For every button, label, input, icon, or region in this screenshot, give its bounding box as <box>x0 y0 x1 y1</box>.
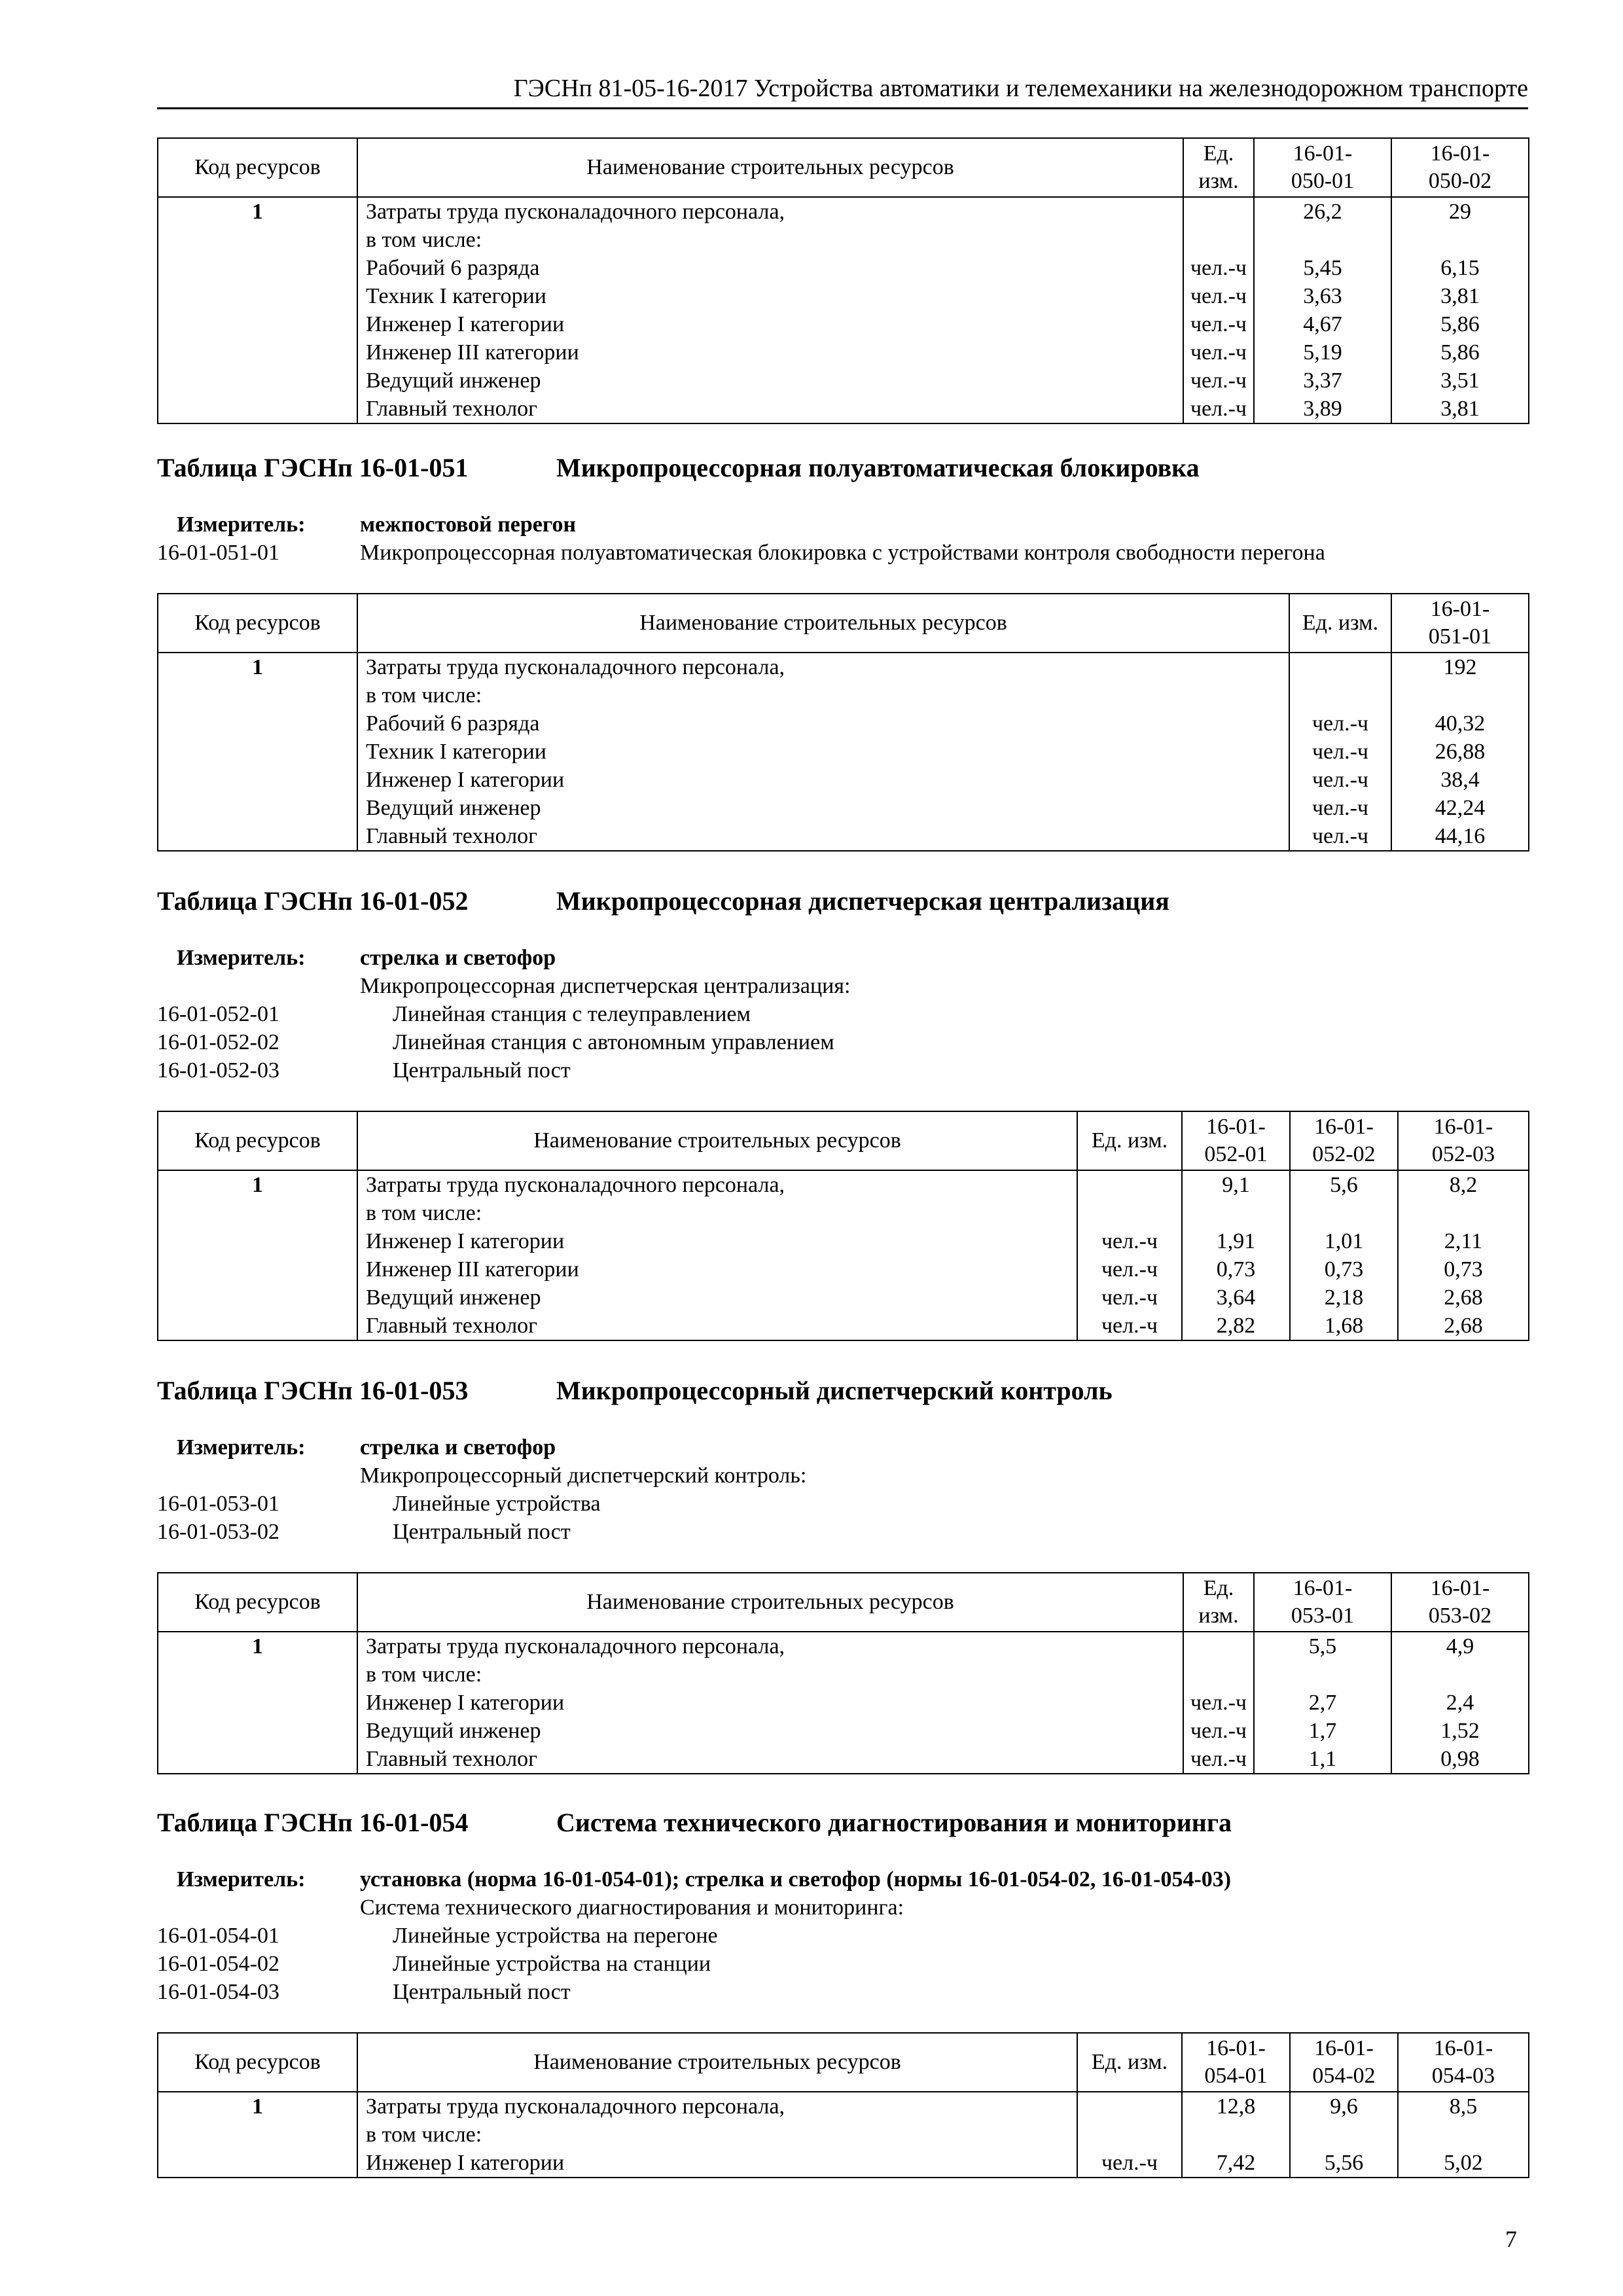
col-header-norm: 16-01- 052-02 <box>1290 1111 1398 1170</box>
meter-block <box>157 944 1528 1085</box>
norm-text: Линейные устройства на станции <box>393 1952 711 1976</box>
cell-line: Техник I категории <box>366 284 547 308</box>
cell-line: 3,81 <box>1440 397 1480 421</box>
norm-values <box>1391 197 1529 423</box>
cell-line: Инженер I категории <box>366 1691 565 1715</box>
table-number: Таблица ГЭСНп 16-01-051 <box>157 453 469 482</box>
col-header-norm: 16-01- 051-01 <box>1391 594 1529 653</box>
norm-text: Линейная станция с телеуправлением <box>393 1002 751 1026</box>
cell-line: Затраты труда пусконаладочного персонала, <box>366 200 785 224</box>
cell-line: 29 <box>1449 200 1471 224</box>
cell-line: чел.-ч <box>1190 1691 1247 1715</box>
resource-table-054 <box>157 2032 1529 2178</box>
cell-line: Главный технолог <box>366 1747 538 1771</box>
col-header-norm: 16-01- 054-01 <box>1182 2033 1290 2092</box>
table-caption: Система технического диагностирования и мониторинга <box>556 1808 1232 1837</box>
resource-code: 1 <box>158 1170 357 1340</box>
cell-line: 1,1 <box>1308 1747 1337 1771</box>
cell-line: чел.-ч <box>1101 1229 1158 1253</box>
cell-line: Затраты труда пусконаладочного персонала, <box>366 1173 785 1197</box>
cell-line <box>1183 1199 1289 1227</box>
cell-line: 8,5 <box>1449 2094 1478 2119</box>
cell-line: в том числе: <box>366 1662 482 1687</box>
col-header-name: Наименование строительных ресурсов <box>357 1573 1183 1632</box>
cell-line: 0,98 <box>1440 1747 1480 1771</box>
cell-line: 0,73 <box>1216 1257 1256 1282</box>
cell-line <box>1078 2121 1181 2149</box>
cell-line: 26,2 <box>1303 200 1342 224</box>
col-header-name: Наименование строительных ресурсов <box>357 138 1183 197</box>
cell-line: 12,8 <box>1216 2094 1256 2119</box>
cell-line: Главный технолог <box>366 824 538 848</box>
cell-line: 3,51 <box>1440 368 1480 393</box>
table-caption: Микропроцессорная полуавтоматическая блокировка <box>556 453 1200 482</box>
col-header-code: Код ресурсов <box>158 594 357 653</box>
cell-line: 2,68 <box>1444 1314 1483 1338</box>
cell-line: 0,73 <box>1324 1257 1364 1282</box>
cell-line: 2,18 <box>1324 1285 1364 1310</box>
cell-line: 5,86 <box>1440 312 1480 336</box>
cell-line <box>1183 2121 1289 2149</box>
cell-line: Ведущий инженер <box>366 368 541 393</box>
table-number: Таблица ГЭСНп 16-01-053 <box>157 1376 469 1405</box>
norm-code: 16-01-054-02 <box>157 1952 279 1976</box>
col-header-unit: Ед. изм. <box>1183 138 1254 197</box>
col-header-norm: 16-01- 050-01 <box>1254 138 1391 197</box>
cell-line: Ведущий инженер <box>366 1285 541 1310</box>
cell-line: Главный технолог <box>366 397 538 421</box>
cell-line: чел.-ч <box>1311 824 1369 848</box>
norm-values <box>1290 1170 1398 1340</box>
resource-table-053 <box>157 1572 1529 1774</box>
resource-code: 1 <box>158 1632 357 1774</box>
meter-value: межпостовой перегон <box>360 512 577 537</box>
norm-text: Центральный пост <box>393 1058 571 1083</box>
cell-line: чел.-ч <box>1190 397 1247 421</box>
cell-line: 3,63 <box>1303 284 1342 308</box>
table-051-section <box>157 452 1528 852</box>
resource-units <box>1077 1170 1182 1340</box>
cell-line <box>1399 1199 1528 1227</box>
table-number: Таблица ГЭСНп 16-01-054 <box>157 1808 469 1837</box>
col-header-unit: Ед. изм. <box>1077 1111 1182 1170</box>
meter-label: Измеритель: <box>177 1867 306 1892</box>
meter-block <box>157 511 1528 567</box>
cell-line <box>1392 681 1528 709</box>
resource-names <box>357 653 1289 851</box>
cell-line: 42,24 <box>1435 796 1486 820</box>
cell-line <box>1290 681 1391 709</box>
cell-line: 192 <box>1443 655 1477 679</box>
norm-code: 16-01-052-01 <box>157 1002 279 1026</box>
table-title <box>157 1806 1528 1839</box>
cell-line: в том числе: <box>366 1201 482 1225</box>
meter-label: Измеритель: <box>177 512 306 537</box>
cell-line: 5,19 <box>1303 340 1342 365</box>
resource-code: 1 <box>158 197 357 423</box>
cell-line: Ведущий инженер <box>366 1719 541 1743</box>
col-header-code: Код ресурсов <box>158 138 357 197</box>
cell-line: 5,45 <box>1303 256 1342 280</box>
cell-line: Инженер I категории <box>366 768 565 792</box>
cell-line: 8,2 <box>1449 1173 1478 1197</box>
meter-block <box>157 1433 1528 1546</box>
norm-code: 16-01-054-03 <box>157 1980 279 2004</box>
table-054-section <box>157 1806 1528 2178</box>
cell-line: чел.-ч <box>1101 1314 1158 1338</box>
resource-units <box>1289 653 1391 851</box>
cell-line: 9,1 <box>1222 1173 1250 1197</box>
cell-line: в том числе: <box>366 2123 482 2147</box>
cell-line: Инженер I категории <box>366 312 565 336</box>
cell-line: Ведущий инженер <box>366 796 541 820</box>
cell-line: 1,68 <box>1324 1314 1364 1338</box>
cell-line: чел.-ч <box>1101 1257 1158 1282</box>
cell-line: 0,73 <box>1444 1257 1483 1282</box>
col-header-name: Наименование строительных ресурсов <box>357 2033 1077 2092</box>
cell-line: 1,01 <box>1324 1229 1364 1253</box>
norm-group: Микропроцессорная диспетчерская централизация: <box>360 974 851 998</box>
cell-line <box>1078 1171 1181 1199</box>
cell-line <box>1184 1660 1253 1689</box>
col-header-code: Код ресурсов <box>158 1573 357 1632</box>
norm-code: 16-01-053-01 <box>157 1492 279 1516</box>
running-header: ГЭСНп 81-05-16-2017 Устройства автоматики и телемеханики на железнодорожном транспорте <box>157 73 1528 109</box>
cell-line: 7,42 <box>1216 2151 1256 2175</box>
resource-table-050 <box>157 137 1529 424</box>
cell-line: 3,81 <box>1440 284 1480 308</box>
norm-text: Линейные устройства на перегоне <box>393 1924 718 1948</box>
cell-line: 2,11 <box>1444 1229 1483 1253</box>
norm-values <box>1290 2092 1398 2178</box>
col-header-norm: 16-01- 054-02 <box>1290 2033 1398 2092</box>
cell-line <box>1399 2121 1528 2149</box>
resource-names <box>357 1632 1183 1774</box>
cell-line <box>1078 1199 1181 1227</box>
cell-line: чел.-ч <box>1101 1285 1158 1310</box>
cell-line: 1,52 <box>1440 1719 1480 1743</box>
col-header-unit: Ед. изм. <box>1183 1573 1254 1632</box>
cell-line: Инженер III категории <box>366 1257 579 1282</box>
cell-line: 40,32 <box>1435 711 1486 736</box>
cell-line: 2,7 <box>1308 1691 1337 1715</box>
page-number: 7 <box>1505 2226 1517 2252</box>
cell-line: чел.-ч <box>1190 340 1247 365</box>
cell-line: 5,86 <box>1440 340 1480 365</box>
meter-label: Измеритель: <box>177 1435 306 1460</box>
norm-values <box>1182 1170 1290 1340</box>
norm-text: Линейные устройства <box>393 1492 601 1516</box>
col-header-code: Код ресурсов <box>158 2033 357 2092</box>
cell-line: 4,67 <box>1303 312 1342 336</box>
resource-code: 1 <box>158 2092 357 2178</box>
cell-line: чел.-ч <box>1311 796 1369 820</box>
norm-group: Система технического диагностирования и мониторинга: <box>360 1895 904 1920</box>
resource-units <box>1183 197 1254 423</box>
cell-line: Инженер I категории <box>366 2151 565 2175</box>
norm-text: Центральный пост <box>393 1980 571 2004</box>
cell-line: 1,91 <box>1216 1229 1256 1253</box>
cell-line: Инженер III категории <box>366 340 579 365</box>
cell-line: 5,02 <box>1444 2151 1483 2175</box>
cell-line <box>1184 1632 1253 1660</box>
cell-line <box>1392 1660 1528 1689</box>
table-050-block <box>157 137 1528 424</box>
table-title <box>157 1374 1528 1407</box>
resource-table-052 <box>157 1111 1529 1341</box>
meter-value: стрелка и светофор <box>360 946 556 970</box>
norm-values <box>1254 1632 1391 1774</box>
table-title <box>157 452 1528 484</box>
cell-line: Инженер I категории <box>366 1229 565 1253</box>
col-header-norm: 16-01- 052-03 <box>1398 1111 1529 1170</box>
col-header-name: Наименование строительных ресурсов <box>357 1111 1077 1170</box>
cell-line <box>1291 1199 1397 1227</box>
col-header-norm: 16-01- 050-02 <box>1391 138 1529 197</box>
cell-line: 44,16 <box>1435 824 1486 848</box>
cell-line <box>1291 2121 1397 2149</box>
cell-line <box>1290 653 1391 681</box>
norm-values <box>1182 2092 1290 2178</box>
cell-line: чел.-ч <box>1190 312 1247 336</box>
col-header-norm: 16-01- 052-01 <box>1182 1111 1290 1170</box>
resource-names <box>357 2092 1077 2178</box>
cell-line <box>1184 198 1253 226</box>
cell-line: 4,9 <box>1446 1634 1474 1659</box>
norm-text: Линейная станция с автономным управлением <box>393 1030 834 1054</box>
meter-label: Измеритель: <box>177 946 306 970</box>
cell-line: 9,6 <box>1330 2094 1358 2119</box>
col-header-code: Код ресурсов <box>158 1111 357 1170</box>
norm-code: 16-01-054-01 <box>157 1924 279 1948</box>
table-053-section <box>157 1374 1528 1774</box>
col-header-norm: 16-01- 053-02 <box>1391 1573 1529 1632</box>
cell-line <box>1255 1660 1391 1689</box>
norm-code: 16-01-052-02 <box>157 1030 279 1054</box>
norm-values <box>1398 1170 1529 1340</box>
cell-line: 26,88 <box>1435 740 1486 764</box>
col-header-unit: Ед. изм. <box>1077 2033 1182 2092</box>
norm-code: 16-01-051-01 <box>157 541 279 565</box>
resource-table-051 <box>157 593 1529 852</box>
norm-text: Центральный пост <box>393 1520 571 1544</box>
cell-line: 2,68 <box>1444 1285 1483 1310</box>
cell-line: чел.-ч <box>1101 2151 1158 2175</box>
cell-line: 38,4 <box>1440 768 1480 792</box>
resource-units <box>1183 1632 1254 1774</box>
norm-values <box>1391 1632 1529 1774</box>
table-number: Таблица ГЭСНп 16-01-052 <box>157 886 469 916</box>
cell-line: в том числе: <box>366 228 482 252</box>
table-title <box>157 885 1528 918</box>
norm-group: Микропроцессорный диспетчерский контроль: <box>360 1463 807 1488</box>
cell-line: 5,5 <box>1308 1634 1337 1659</box>
cell-line <box>1255 226 1391 254</box>
cell-line: 5,6 <box>1330 1173 1358 1197</box>
cell-line: чел.-ч <box>1311 740 1369 764</box>
cell-line: Техник I категории <box>366 740 547 764</box>
table-caption: Микропроцессорная диспетчерская централизация <box>556 886 1169 916</box>
cell-line: 6,15 <box>1440 256 1480 280</box>
norm-values <box>1398 2092 1529 2178</box>
norm-text: Микропроцессорная полуавтоматическая блокировка с устройствами контроля свободности перегона <box>360 541 1325 565</box>
norm-code: 16-01-052-03 <box>157 1058 279 1083</box>
table-caption: Микропроцессорный диспетчерский контроль <box>556 1376 1113 1405</box>
resource-code: 1 <box>158 653 357 851</box>
cell-line: Затраты труда пусконаладочного персонала, <box>366 655 785 679</box>
cell-line: чел.-ч <box>1190 1719 1247 1743</box>
cell-line: 1,7 <box>1308 1719 1337 1743</box>
cell-line: 5,56 <box>1324 2151 1364 2175</box>
col-header-norm: 16-01- 054-03 <box>1398 2033 1529 2092</box>
table-052-section <box>157 885 1528 1341</box>
meter-block <box>157 1865 1528 2006</box>
cell-line: 3,64 <box>1216 1285 1256 1310</box>
cell-line: 2,82 <box>1216 1314 1256 1338</box>
col-header-unit: Ед. изм. <box>1289 594 1391 653</box>
cell-line: Рабочий 6 разряда <box>366 711 540 736</box>
cell-line: чел.-ч <box>1190 368 1247 393</box>
cell-line: Затраты труда пусконаладочного персонала, <box>366 1634 785 1659</box>
col-header-name: Наименование строительных ресурсов <box>357 594 1289 653</box>
col-header-norm: 16-01- 053-01 <box>1254 1573 1391 1632</box>
resource-names <box>357 197 1183 423</box>
cell-line: чел.-ч <box>1311 768 1369 792</box>
norm-values <box>1391 653 1529 851</box>
cell-line <box>1184 226 1253 254</box>
meter-value: стрелка и светофор <box>360 1435 556 1460</box>
cell-line: в том числе: <box>366 683 482 708</box>
cell-line: 3,37 <box>1303 368 1342 393</box>
norm-code: 16-01-053-02 <box>157 1520 279 1544</box>
cell-line: чел.-ч <box>1190 284 1247 308</box>
meter-value: установка (норма 16-01-054-01); стрелка и светофор (нормы 16-01-054-02, 16-01-054-03) <box>360 1867 1232 1892</box>
cell-line: Затраты труда пусконаладочного персонала, <box>366 2094 785 2119</box>
resource-names <box>357 1170 1077 1340</box>
norm-values <box>1254 197 1391 423</box>
resource-units <box>1077 2092 1182 2178</box>
cell-line: Главный технолог <box>366 1314 538 1338</box>
cell-line: чел.-ч <box>1190 256 1247 280</box>
cell-line: 3,89 <box>1303 397 1342 421</box>
cell-line: 2,4 <box>1446 1691 1474 1715</box>
cell-line: чел.-ч <box>1311 711 1369 736</box>
cell-line: Рабочий 6 разряда <box>366 256 540 280</box>
cell-line: чел.-ч <box>1190 1747 1247 1771</box>
cell-line <box>1078 2092 1181 2121</box>
cell-line <box>1392 226 1528 254</box>
